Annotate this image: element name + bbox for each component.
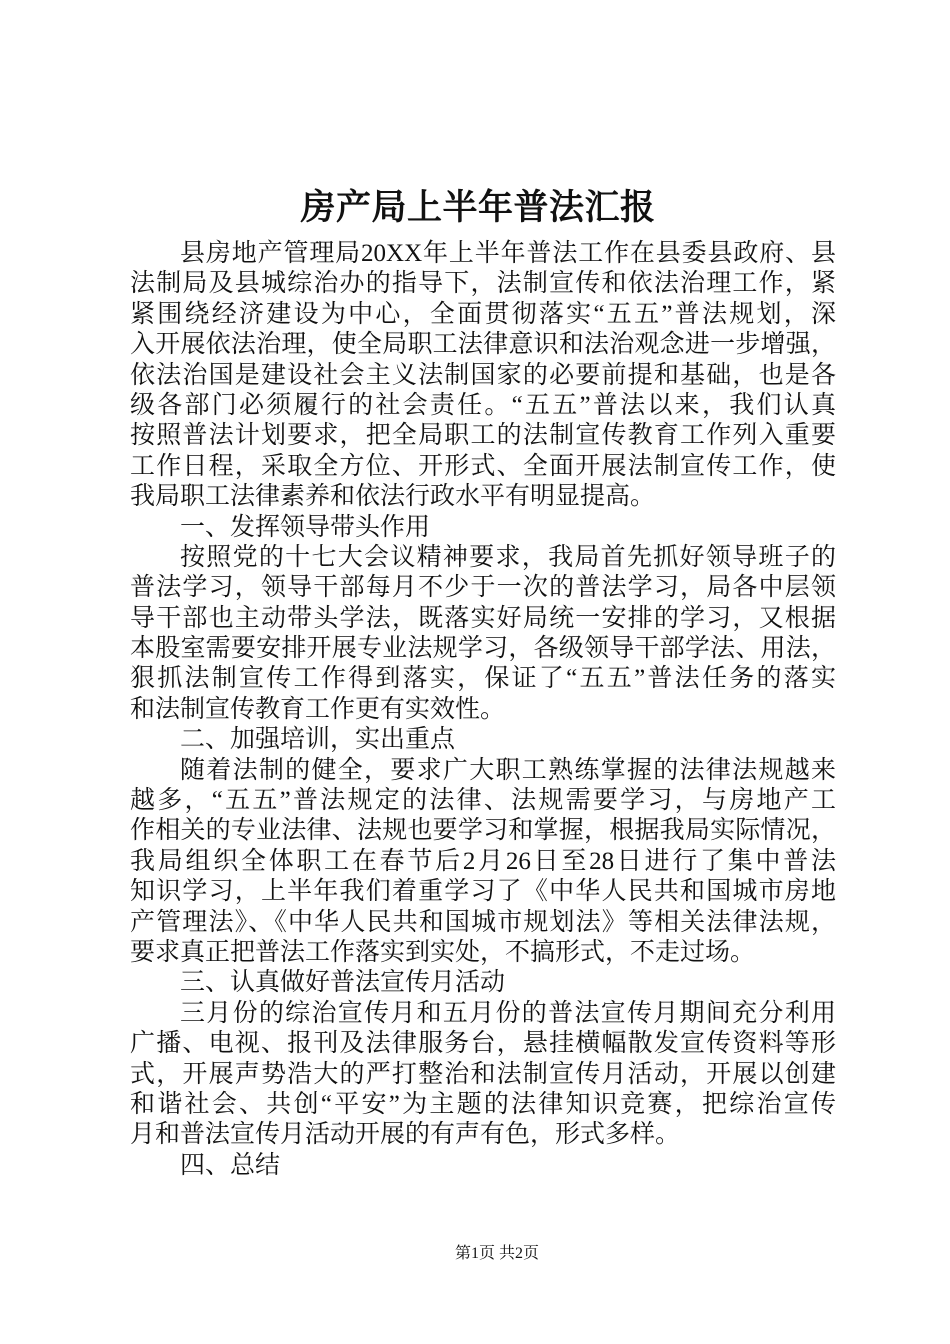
paragraph-line: 作相关的专业法律、法规也要学习和掌握，根据我局实际情况， (130, 817, 836, 845)
document-body (130, 239, 836, 1181)
paragraph-line: 入开展依法治理，使全局职工法律意识和法治观念进一步增强， (130, 331, 836, 359)
paragraph-line: 本股室需要安排开展专业法规学习，各级领导干部学法、用法， (130, 635, 836, 663)
section-heading: 四、总结 (180, 1151, 281, 1179)
section-heading: 三、认真做好普法宣传月活动 (180, 969, 506, 997)
section-paragraph (130, 999, 836, 1151)
paragraph-line: 我局组织全体职工在春节后2月26日至28日进行了集中普法 (130, 847, 836, 875)
paragraph-line: 式，开展声势浩大的严打整治和法制宣传月活动，开展以创建 (130, 1060, 836, 1088)
paragraph-line: 知识学习，上半年我们着重学习了《中华人民共和国城市房地 (130, 878, 836, 906)
paragraph-line: 随着法制的健全，要求广大职工熟练掌握的法律法规越来 (180, 756, 836, 784)
paragraph-line: 狠抓法制宣传工作得到落实，保证了“五五”普法任务的落实 (130, 665, 836, 693)
paragraph-line: 越多，“五五”普法规定的法律、法规需要学习，与房地产工 (130, 787, 836, 815)
paragraph-line: 按照党的十七大会议精神要求，我局首先抓好领导班子的 (180, 543, 836, 571)
paragraph-line: 工作日程，采取全方位、开形式、全面开展法制宣传工作，使 (130, 452, 836, 480)
paragraph-line: 法制局及县城综治办的指导下，法制宣传和依法治理工作，紧 (130, 270, 836, 298)
paragraph-line: 三月份的综治宣传月和五月份的普法宣传月期间充分利用 (180, 999, 836, 1027)
intro-paragraph (130, 239, 836, 513)
document-title: 房产局上半年普法汇报 (300, 188, 656, 227)
paragraph-line: 普法学习，领导干部每月不少于一次的普法学习，局各中层领 (130, 574, 836, 602)
paragraph-line: 广播、电视、报刊及法律服务台，悬挂横幅散发宣传资料等形 (130, 1030, 836, 1058)
section-heading: 二、加强培训，实出重点 (180, 726, 456, 754)
section-paragraph (130, 756, 836, 969)
paragraph-line: 和谐社会、共创“平安”为主题的法律知识竞赛，把综治宣传 (130, 1090, 836, 1118)
paragraph-line: 紧围绕经济建设为中心，全面贯彻落实“五五”普法规划，深 (130, 300, 836, 328)
paragraph-line: 按照普法计划要求，把全局职工的法制宣传教育工作列入重要 (130, 422, 836, 450)
paragraph-line: 月和普法宣传月活动开展的有声有色，形式多样。 (130, 1121, 681, 1149)
paragraph-line: 我局职工法律素养和依法行政水平有明显提高。 (130, 483, 656, 511)
paragraph-line: 县房地产管理局20XX年上半年普法工作在县委县政府、县 (180, 240, 836, 267)
paragraph-line: 产管理法》、《中华人民共和国城市规划法》等相关法律法规， (130, 908, 836, 936)
paragraph-line: 级各部门必须履行的社会责任。“五五”普法以来，我们认真 (130, 391, 836, 419)
paragraph-line: 导干部也主动带头学法，既落实好局统一安排的学习，又根据 (130, 604, 836, 632)
section-heading: 一、发挥领导带头作用 (180, 513, 431, 541)
paragraph-line: 依法治国是建设社会主义法制国家的必要前提和基础，也是各 (130, 361, 836, 389)
page-number: 第1页 共2页 (454, 1245, 539, 1262)
section-paragraph (130, 543, 836, 725)
paragraph-line: 和法制宣传教育工作更有实效性。 (130, 695, 506, 723)
paragraph-line: 要求真正把普法工作落实到实处，不搞形式，不走过场。 (130, 938, 756, 966)
